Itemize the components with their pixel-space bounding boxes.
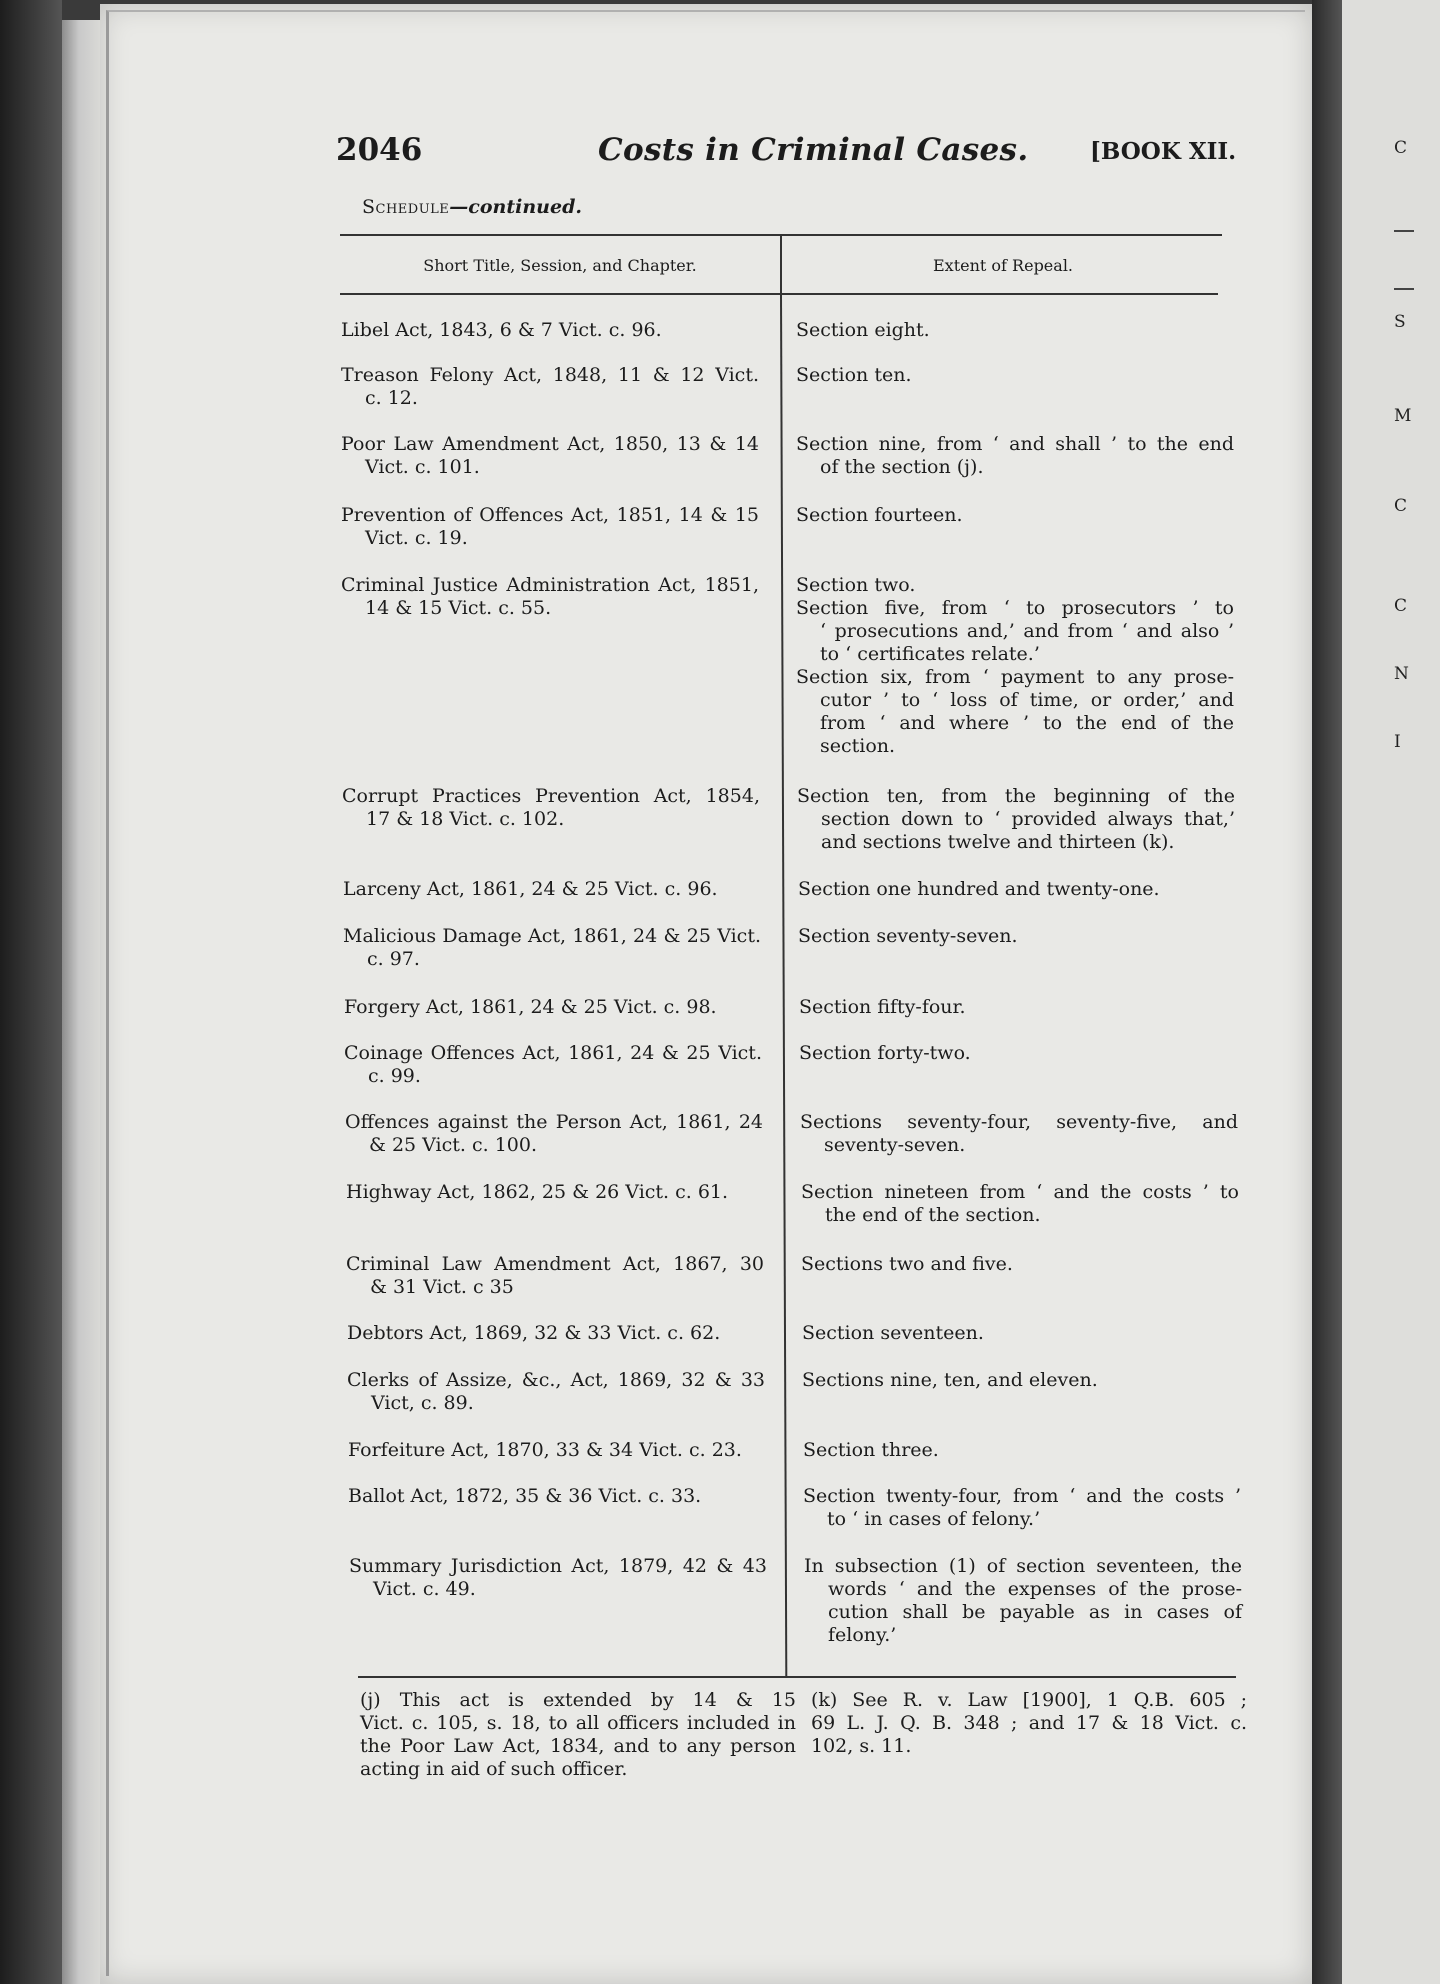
act-title-cell — [348, 1485, 766, 1508]
repeal-extent-cell — [796, 574, 1234, 758]
repeal-extent-cell — [801, 1181, 1239, 1227]
text-line: Clerks of Assize, &c., Act, 1869, 32 & 33 — [347, 1369, 765, 1391]
act-title-cell — [343, 925, 761, 971]
running-title: Costs in Criminal Cases. — [598, 132, 1029, 168]
book-page — [100, 4, 1312, 1984]
repeal-extent-cell — [796, 364, 1234, 387]
repeal-extent-cell — [800, 1111, 1238, 1157]
text-line: Section two. — [796, 574, 916, 596]
text-line: Section nineteen from ‘ and the costs ’ to — [801, 1181, 1239, 1203]
repeal-extent-cell — [796, 504, 1234, 527]
text-line: In subsection (1) of section seventeen, the — [804, 1555, 1242, 1577]
text-line: Poor Law Amendment Act, 1850, 13 & 14 — [341, 433, 759, 455]
text-line: 17 & 18 Vict. c. 102. — [366, 808, 565, 830]
column-header-extent: Extent of Repeal. — [932, 256, 1074, 275]
text-line: section down to ‘ provided always that,’ — [821, 808, 1235, 830]
page-number: 2046 — [336, 132, 423, 168]
repeal-extent-cell — [798, 925, 1236, 948]
text-line: Forgery Act, 1861, 24 & 25 Vict. c. 98. — [344, 996, 717, 1018]
text-line: Coinage Offences Act, 1861, 24 & 25 Vict. — [344, 1042, 762, 1064]
schedule-word: Schedule — [362, 196, 450, 218]
text-line: cution shall be payable as in cases of — [828, 1601, 1242, 1623]
text-line: from ‘ and where ’ to the end of the — [820, 712, 1234, 734]
act-title-cell — [341, 574, 759, 620]
act-title-cell — [341, 319, 759, 342]
text-line: acting in aid of such officer. — [360, 1758, 628, 1780]
facing-page-letter: S — [1394, 312, 1406, 332]
text-line: 14 & 15 Vict. c. 55. — [365, 597, 552, 619]
text-line: section. — [820, 735, 896, 757]
text-line: Highway Act, 1862, 25 & 26 Vict. c. 61. — [346, 1181, 729, 1203]
act-title-cell — [341, 433, 759, 479]
act-title-cell — [349, 1555, 767, 1601]
text-line: Section three. — [803, 1439, 939, 1461]
act-title-cell — [342, 785, 760, 831]
text-line: Malicious Damage Act, 1861, 24 & 25 Vict. — [343, 925, 761, 947]
text-line: Vict. c. 19. — [365, 527, 468, 549]
text-line: Ballot Act, 1872, 35 & 36 Vict. c. 33. — [348, 1485, 702, 1507]
facing-page-edge — [1342, 0, 1440, 1984]
facing-page-letter: N — [1394, 664, 1409, 684]
repeal-extent-cell — [804, 1555, 1242, 1647]
footnote-k — [811, 1689, 1247, 1758]
page-stack-edge — [62, 20, 100, 1984]
text-line: Sections two and five. — [801, 1253, 1013, 1275]
text-line: Criminal Justice Administration Act, 1851, — [341, 574, 759, 596]
text-line: Section ten, from the beginning of the — [797, 785, 1235, 807]
text-line: Section twenty-four, from ‘ and the costs ’ — [803, 1485, 1241, 1507]
facing-page-letter: I — [1394, 732, 1401, 752]
text-line: Criminal Law Amendment Act, 1867, 30 — [346, 1253, 764, 1275]
act-title-cell — [345, 1111, 763, 1157]
text-line: Vict. c. 105, s. 18, to all officers included in — [360, 1712, 796, 1734]
repeal-extent-cell — [801, 1253, 1239, 1276]
text-line: Prevention of Offences Act, 1851, 14 & 15 — [341, 504, 759, 526]
repeal-extent-cell — [799, 1042, 1237, 1065]
act-title-cell — [346, 1181, 764, 1204]
text-line: Larceny Act, 1861, 24 & 25 Vict. c. 96. — [343, 878, 718, 900]
schedule-continued: —continued. — [449, 196, 582, 218]
text-line: Section ten. — [796, 364, 912, 386]
facing-page-letter: C — [1394, 596, 1408, 616]
text-line: Vict. c. 101. — [365, 456, 480, 478]
text-line: Section seventeen. — [802, 1322, 984, 1344]
book-label: [BOOK XII. — [1090, 138, 1237, 165]
text-line: the end of the section. — [825, 1204, 1041, 1226]
facing-page-rule — [1394, 230, 1414, 232]
act-title-cell — [347, 1322, 765, 1345]
text-line: Vict, c. 89. — [371, 1392, 474, 1414]
facing-page-rule — [1394, 288, 1414, 290]
text-line: Sections nine, ten, and eleven. — [802, 1369, 1098, 1391]
act-title-cell — [343, 878, 761, 901]
repeal-extent-cell — [797, 785, 1235, 854]
text-line: the Poor Law Act, 1834, and to any person — [360, 1735, 796, 1757]
text-line: Vict. c. 49. — [373, 1578, 476, 1600]
repeal-extent-cell — [796, 433, 1234, 479]
act-title-cell — [347, 1369, 765, 1415]
text-line: felony.’ — [828, 1624, 897, 1646]
column-header-title: Short Title, Session, and Chapter. — [423, 256, 697, 275]
text-line: Forfeiture Act, 1870, 33 & 34 Vict. c. 23. — [348, 1439, 742, 1461]
act-title-cell — [344, 1042, 762, 1088]
text-line: Corrupt Practices Prevention Act, 1854, — [342, 785, 760, 807]
text-line: Libel Act, 1843, 6 & 7 Vict. c. 96. — [341, 319, 662, 341]
schedule-label — [362, 196, 582, 218]
text-line: Section forty-two. — [799, 1042, 971, 1064]
text-line: of the section (j). — [820, 456, 984, 478]
facing-page-letter: C — [1394, 138, 1408, 158]
text-line: and sections twelve and thirteen (k). — [821, 831, 1175, 853]
text-line: Debtors Act, 1869, 32 & 33 Vict. c. 62. — [347, 1322, 721, 1344]
header-column-divider — [780, 236, 782, 294]
repeal-extent-cell — [803, 1485, 1241, 1531]
repeal-extent-cell — [799, 996, 1237, 1019]
text-line: Section five, from ‘ to prosecutors ’ to — [796, 597, 1234, 619]
text-line: Section fifty-four. — [799, 996, 966, 1018]
repeal-extent-cell — [796, 319, 1234, 342]
text-line: to ‘ in cases of felony.’ — [827, 1508, 1041, 1530]
text-line: to ‘ certificates relate.’ — [820, 643, 1040, 665]
text-line: Section fourteen. — [796, 504, 963, 526]
act-title-cell — [344, 996, 762, 1019]
act-title-cell — [348, 1439, 766, 1462]
text-line: Summary Jurisdiction Act, 1879, 42 & 43 — [349, 1555, 767, 1577]
text-line: Section nine, from ‘ and shall ’ to the end — [796, 433, 1234, 455]
text-line: words ‘ and the expenses of the prose- — [828, 1578, 1242, 1600]
text-line: c. 97. — [367, 948, 420, 970]
text-line: Section eight. — [796, 319, 930, 341]
text-line: Sections seventy-four, seventy-five, and — [800, 1111, 1238, 1133]
text-line: Section seventy-seven. — [798, 925, 1018, 947]
text-line: & 25 Vict. c. 100. — [369, 1134, 538, 1156]
text-line: c. 12. — [365, 387, 418, 409]
text-line: (k) See R. v. Law [1900], 1 Q.B. 605 ; — [811, 1689, 1247, 1711]
text-line: 102, s. 11. — [811, 1735, 912, 1757]
text-line: Offences against the Person Act, 1861, 24 — [345, 1111, 763, 1133]
footnote-j — [360, 1689, 796, 1781]
text-line: (j) This act is extended by 14 & 15 — [360, 1689, 796, 1711]
text-line: Section one hundred and twenty-one. — [798, 878, 1160, 900]
act-title-cell — [341, 364, 759, 410]
facing-page-letter: M — [1394, 406, 1412, 426]
repeal-extent-cell — [803, 1439, 1241, 1462]
repeal-extent-cell — [802, 1322, 1240, 1345]
table-bottom-rule — [358, 1676, 1236, 1678]
text-line: c. 99. — [368, 1065, 421, 1087]
text-line: 69 L. J. Q. B. 348 ; and 17 & 18 Vict. c. — [811, 1712, 1247, 1734]
text-line: Section six, from ‘ payment to any prose- — [796, 666, 1234, 688]
facing-page-letter: C — [1394, 496, 1408, 516]
act-title-cell — [346, 1253, 764, 1299]
text-line: ‘ prosecutions and,’ and from ‘ and also ’ — [820, 620, 1234, 642]
text-line: Treason Felony Act, 1848, 11 & 12 Vict. — [341, 364, 759, 386]
text-line: cutor ’ to ‘ loss of time, or order,’ and — [820, 689, 1234, 711]
book-gutter — [1312, 0, 1342, 1984]
text-line: seventy-seven. — [824, 1134, 966, 1156]
text-line: & 31 Vict. c 35 — [370, 1276, 514, 1298]
act-title-cell — [341, 504, 759, 550]
repeal-extent-cell — [802, 1369, 1240, 1392]
repeal-extent-cell — [798, 878, 1236, 901]
book-spine — [0, 0, 62, 1984]
